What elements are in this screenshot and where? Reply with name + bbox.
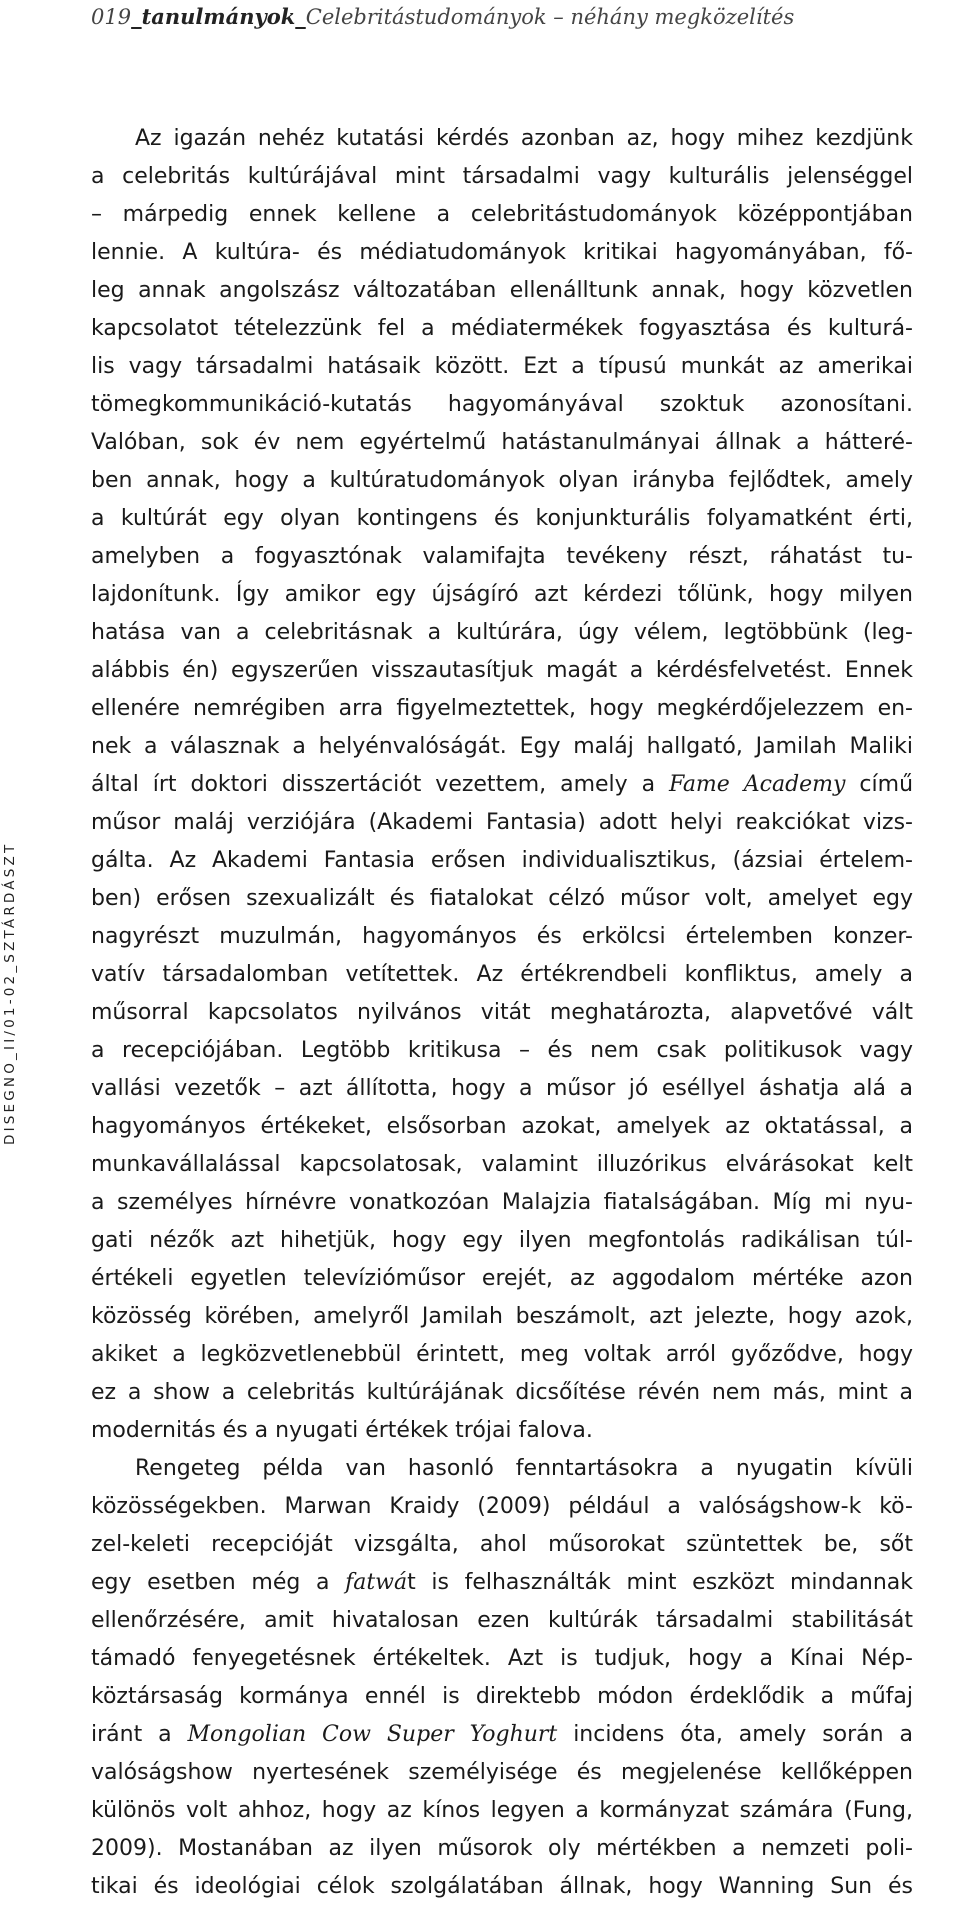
text-line: lennie. A kultúra- és médiatudományok kritikai hagyományában, fő- <box>91 240 913 265</box>
text-line: ellenőrzésére, amit hivatalosan ezen kultúrák társadalmi stabilitását <box>91 1608 913 1633</box>
text-fragment: t is felhasználták mint eszközt mindannak <box>407 1570 913 1595</box>
text-line: akiket a legközvetlenebbül érintett, meg voltak arról győződve, hogy <box>91 1342 913 1367</box>
italic-title: Mongolian Cow Super Yoghurt <box>187 1722 558 1747</box>
text-line: vatív társadalomban vetítettek. Az értékrendbeli konfliktus, amely a <box>91 962 913 987</box>
text-fragment: egy esetben még a <box>91 1570 346 1595</box>
text-line: értékeli egyetlen televízióműsor erejét, az aggodalom mértéke azon <box>91 1266 913 1291</box>
text-line: ben annak, hogy a kultúratudományok olyan irányba fejlődtek, amely <box>91 468 913 493</box>
italic-title: Fame Academy <box>669 772 846 797</box>
text-line: a személyes hírnévre vonatkozóan Malajzia fiatalságában. Míg mi nyu- <box>91 1190 913 1215</box>
text-line: közösség körében, amelyről Jamilah beszámolt, azt jelezte, hogy azok, <box>91 1304 913 1329</box>
text-line: ez a show a celebritás kultúrájának dicsőítése révén nem más, mint a <box>91 1380 913 1405</box>
text-line: hagyományos értékeket, elsősorban azokat, amelyek az oktatással, a <box>91 1114 913 1139</box>
text-line: a kultúrát egy olyan kontingens és konjunkturális folyamatként érti, <box>91 506 913 531</box>
text-line: lajdonítunk. Így amikor egy újságíró azt kérdezi tőlünk, hogy milyen <box>91 582 913 607</box>
text-line: zel-keleti recepcióját vizsgálta, ahol műsorokat szüntettek be, sőt <box>91 1532 913 1557</box>
running-head <box>91 4 794 29</box>
text-line: Valóban, sok év nem egyértelmű hatástanulmányai állnak a hátteré- <box>91 430 913 455</box>
text-line: gálta. Az Akademi Fantasia erősen individualisztikus, (ázsiai értelem- <box>91 848 913 873</box>
text-line: műsorral kapcsolatos nyilvános vitát meghatározta, alapvetővé vált <box>91 1000 913 1025</box>
body-text <box>91 120 913 1906</box>
text-line: támadó fenyegetésnek értékeltek. Azt is tudjuk, hogy a Kínai Nép- <box>91 1646 913 1671</box>
text-line <box>91 1716 913 1754</box>
text-fragment: című <box>845 772 914 797</box>
text-fragment: által írt doktori disszertációt vezettem, amely a <box>91 772 670 797</box>
text-line: valóságshow nyertesének személyisége és megjelenése kellőképpen <box>91 1760 913 1785</box>
side-journal-label: DISEGNO_II/01-02_SZTÁRDÁSZT <box>2 841 18 1145</box>
text-line: amelyben a fogyasztónak valamifajta tevékeny részt, ráhatást tu- <box>91 544 913 569</box>
text-fragment: iránt a <box>91 1722 188 1747</box>
text-line: köztársaság kormánya ennél is direktebb módon érdeklődik a műfaj <box>91 1684 913 1709</box>
text-line: a celebritás kultúrájával mint társadalmi vagy kulturális jelenséggel <box>91 164 913 189</box>
text-line <box>91 1564 913 1602</box>
running-title: Celebritástudományok – néhány megközelítés <box>305 5 795 29</box>
text-line: modernitás és a nyugati értékek trójai falova. <box>91 1418 593 1443</box>
text-line: a recepciójában. Legtöbb kritikusa – és nem csak politikusok vagy <box>91 1038 913 1063</box>
text-line: Rengeteg példa van hasonló fenntartásokra a nyugatin kívüli <box>135 1456 913 1481</box>
text-line: műsor maláj verziójára (Akademi Fantasia) adott helyi reakciókat vizs- <box>91 810 913 835</box>
text-line: gati nézők azt hihetjük, hogy egy ilyen megfontolás radikálisan túl- <box>91 1228 913 1253</box>
page-number: 019 <box>91 5 132 29</box>
section-name: _tanulmányok_ <box>131 4 306 29</box>
text-line: vallási vezetők – azt állította, hogy a műsor jó eséllyel áshatja alá a <box>91 1076 913 1101</box>
text-line: különös volt ahhoz, hogy az kínos legyen a kormányzat számára (Fung, <box>91 1798 913 1823</box>
text-line: munkavállalással kapcsolatosak, valamint illuzórikus elvárásokat kelt <box>91 1152 913 1177</box>
text-line: – márpedig ennek kellene a celebritástudományok középpontjában <box>91 202 913 227</box>
text-line <box>91 766 913 804</box>
text-line: 2009). Mostanában az ilyen műsorok oly mértékben a nemzeti poli- <box>91 1836 913 1861</box>
italic-title: fatwá <box>345 1570 408 1595</box>
text-line: hatása van a celebritásnak a kultúrára, úgy vélem, legtöbbünk (leg- <box>91 620 913 645</box>
text-line: lis vagy társadalmi hatásaik között. Ezt a típusú munkát az amerikai <box>91 354 913 379</box>
text-line: leg annak angolszász változatában ellenálltunk annak, hogy közvetlen <box>91 278 913 303</box>
text-line: kapcsolatot tételezzünk fel a médiatermékek fogyasztása és kulturá- <box>91 316 913 341</box>
text-line: Az igazán nehéz kutatási kérdés azonban az, hogy mihez kezdjünk <box>135 126 913 151</box>
text-line: ellenére nemrégiben arra figyelmeztettek, hogy megkérdőjelezzem en- <box>91 696 913 721</box>
text-line: nek a válasznak a helyénvalóságát. Egy maláj hallgató, Jamilah Maliki <box>91 734 913 759</box>
text-line: nagyrészt muzulmán, hagyományos és erkölcsi értelemben konzer- <box>91 924 913 949</box>
text-line: tikai és ideológiai célok szolgálatában állnak, hogy Wanning Sun és <box>91 1874 913 1899</box>
text-line: tömegkommunikáció-kutatás hagyományával szoktuk azonosítani. <box>91 392 913 417</box>
text-line: közösségekben. Marwan Kraidy (2009) például a valóságshow-k kö- <box>91 1494 913 1519</box>
text-fragment: incidens óta, amely során a <box>557 1722 913 1747</box>
text-line: ben) erősen szexualizált és fiatalokat célzó műsor volt, amelyet egy <box>91 886 913 911</box>
text-line: alábbis én) egyszerűen visszautasítjuk magát a kérdésfelvetést. Ennek <box>91 658 913 683</box>
